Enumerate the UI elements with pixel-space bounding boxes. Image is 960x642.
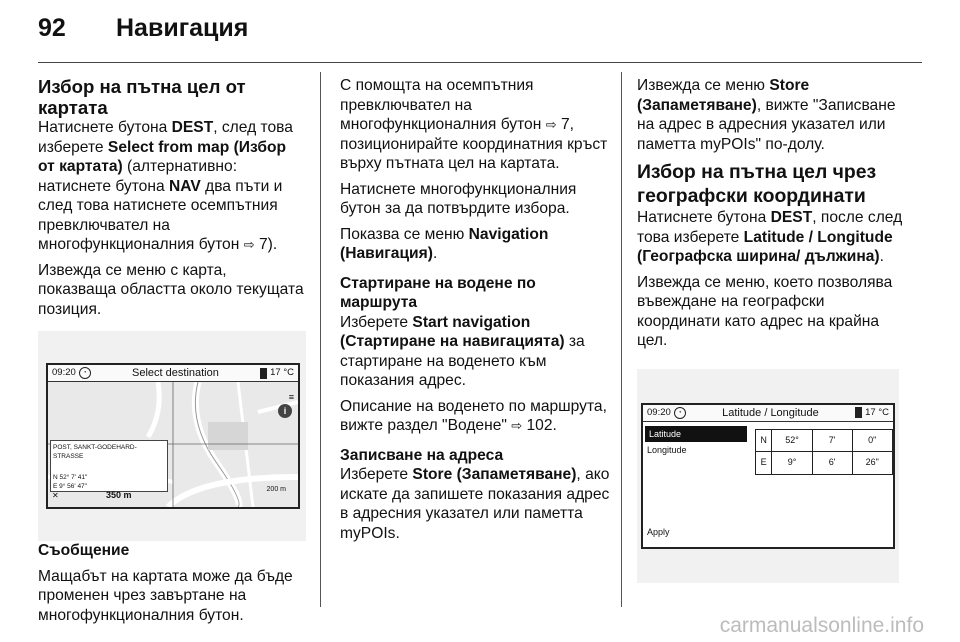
direction-cell: E [756, 452, 772, 475]
info-icon[interactable]: i [278, 404, 292, 418]
coordinate-grid [755, 429, 893, 475]
coordinates-screenshot [637, 369, 899, 583]
text: , вижте "Записване на адрес в адресния указател или паметта myPOIs" по-долу. [637, 96, 896, 153]
apply-button[interactable]: Apply [647, 527, 670, 537]
text: . [552, 417, 557, 434]
degrees-cell[interactable]: 52° [772, 429, 812, 452]
seconds-cell[interactable]: 26" [852, 452, 892, 475]
minutes-cell[interactable]: 7' [812, 429, 852, 452]
map-scale-small: 200 m [266, 485, 286, 493]
header-rule [38, 62, 922, 63]
subheading-store: Записване на адреса [340, 446, 504, 464]
degrees-cell[interactable]: 9° [772, 452, 812, 475]
display-screen [641, 403, 895, 549]
text: , след това изберете [38, 119, 293, 156]
map-scale-label: 350 m [106, 489, 132, 500]
paragraph [637, 76, 911, 154]
text: (алтернативно: натиснете бутона [38, 158, 238, 195]
section-heading-map: Избор на пътна цел от картата [38, 76, 246, 118]
clock-icon: ◔ [79, 367, 91, 379]
paragraph: Извежда се меню, което позволява въвеждане на географски координати като адрес на крайна цел. [637, 273, 893, 349]
section-heading-coordinates: Избор на пътна цел чрез географски координати [637, 161, 877, 207]
latitude-text: N 52° 7' 41" [53, 474, 88, 481]
column-1 [38, 76, 306, 631]
menu-item-latitude[interactable]: Latitude [645, 426, 747, 442]
column-divider [320, 72, 321, 607]
close-icon[interactable]: ✕ [52, 490, 59, 500]
temperature: 17 °C [865, 406, 889, 418]
coordinate-menu [643, 422, 749, 547]
text: ). [267, 236, 278, 253]
subheading-guidance: Стартиране на водене по маршрута [340, 274, 536, 311]
paragraph [340, 313, 612, 391]
reference-arrow-icon: ⇨ [545, 117, 557, 132]
paragraph [340, 76, 612, 174]
page-reference: 7 [560, 116, 570, 133]
column-divider [621, 72, 622, 607]
text: Извежда се меню [637, 77, 770, 94]
phone-icon [260, 368, 267, 379]
text: Натиснете бутона [38, 119, 172, 136]
bold-term: Latitude / Longitude (Географска ширина/ дължина) [637, 228, 893, 265]
text: за стартиране на воденето към показания адрес. [340, 333, 585, 389]
note-text: Мащабът на картата може да бъде променен чрез завъртане на многофункционалния бутон. [38, 567, 293, 624]
longitude-text: E 9° 56' 47" [53, 483, 87, 490]
text: Натиснете бутона [637, 209, 771, 226]
map-view[interactable] [48, 382, 298, 507]
bold-term: NAV [168, 177, 201, 195]
page-header [38, 14, 248, 43]
text: , позиционирайте координатния кръст върху пътната цел на картата. [340, 116, 608, 172]
phone-icon [855, 407, 862, 418]
clock-icon: ◔ [674, 407, 686, 419]
clock-time: 09:20 [52, 367, 76, 378]
text: , ако искате да запишете показания адрес в адресния указател или паметта myPOIs. [340, 466, 610, 542]
display-screen [46, 363, 300, 509]
paragraph: Извежда се меню с карта, показваща областта около текущата позиция. [38, 261, 304, 318]
text: Показва се меню [340, 225, 469, 243]
menu-item-longitude[interactable]: Longitude [647, 444, 687, 455]
menu-icon[interactable]: ≡ [288, 392, 294, 402]
paragraph [38, 118, 306, 255]
paragraph [340, 397, 612, 436]
table-row [756, 429, 893, 452]
reference-arrow-icon: ⇨ [511, 418, 523, 433]
text: Изберете [340, 313, 413, 331]
page-reference: 7 [258, 236, 268, 253]
address-info-box [50, 440, 168, 492]
bold-term: DEST [770, 209, 813, 226]
paragraph [637, 208, 911, 267]
column-3 [637, 76, 911, 583]
text: два пъти и след това натиснете осемпътния превключвател на многофункционалния бутон [38, 177, 283, 253]
text: . [879, 248, 884, 265]
bold-term: Start navigation (Стартиране на навигацията) [340, 313, 565, 350]
screen-title: Select destination [132, 367, 219, 379]
address-text: POST, SANKT-GODEHARD-STRASSE [53, 444, 137, 460]
text: . [432, 245, 438, 262]
status-bar [48, 365, 298, 382]
paragraph [340, 225, 612, 264]
text: Изберете [340, 466, 413, 483]
bold-term: DEST [171, 119, 214, 136]
seconds-cell[interactable]: 0" [852, 429, 892, 452]
direction-cell: N [756, 429, 772, 452]
text: С помощта на осемпътния превключвател на многофункционалния бутон [340, 77, 546, 133]
paragraph [340, 465, 612, 543]
clock-time: 09:20 [647, 406, 671, 418]
bold-term: Navigation (Навигация) [340, 225, 549, 262]
page-number: 92 [38, 14, 66, 42]
watermark: carmanualsonline.info [719, 614, 924, 637]
note-title: Съобщение [38, 542, 130, 559]
bold-term: Store (Запаметяване) [412, 466, 577, 483]
bold-term: Store (Запаметяване) [637, 77, 810, 114]
status-bar [643, 405, 893, 422]
page-title: Навигация [116, 14, 249, 42]
table-row [756, 452, 893, 475]
bold-term: Select from map (Избор от картата) [38, 138, 287, 175]
reference-arrow-icon: ⇨ [243, 237, 255, 252]
screen-title: Latitude / Longitude [722, 406, 819, 419]
paragraph: Натиснете многофункционалния бутон за да потвърдите избора. [340, 180, 577, 217]
map-screenshot [38, 331, 306, 541]
text: Описание на воденето по маршрута, вижте раздел "Водене" [340, 397, 607, 434]
temperature: 17 °C [270, 367, 294, 378]
page-reference: 102 [526, 417, 553, 434]
minutes-cell[interactable]: 6' [812, 452, 852, 475]
text: , после след това изберете [637, 209, 903, 246]
column-2 [340, 76, 612, 549]
